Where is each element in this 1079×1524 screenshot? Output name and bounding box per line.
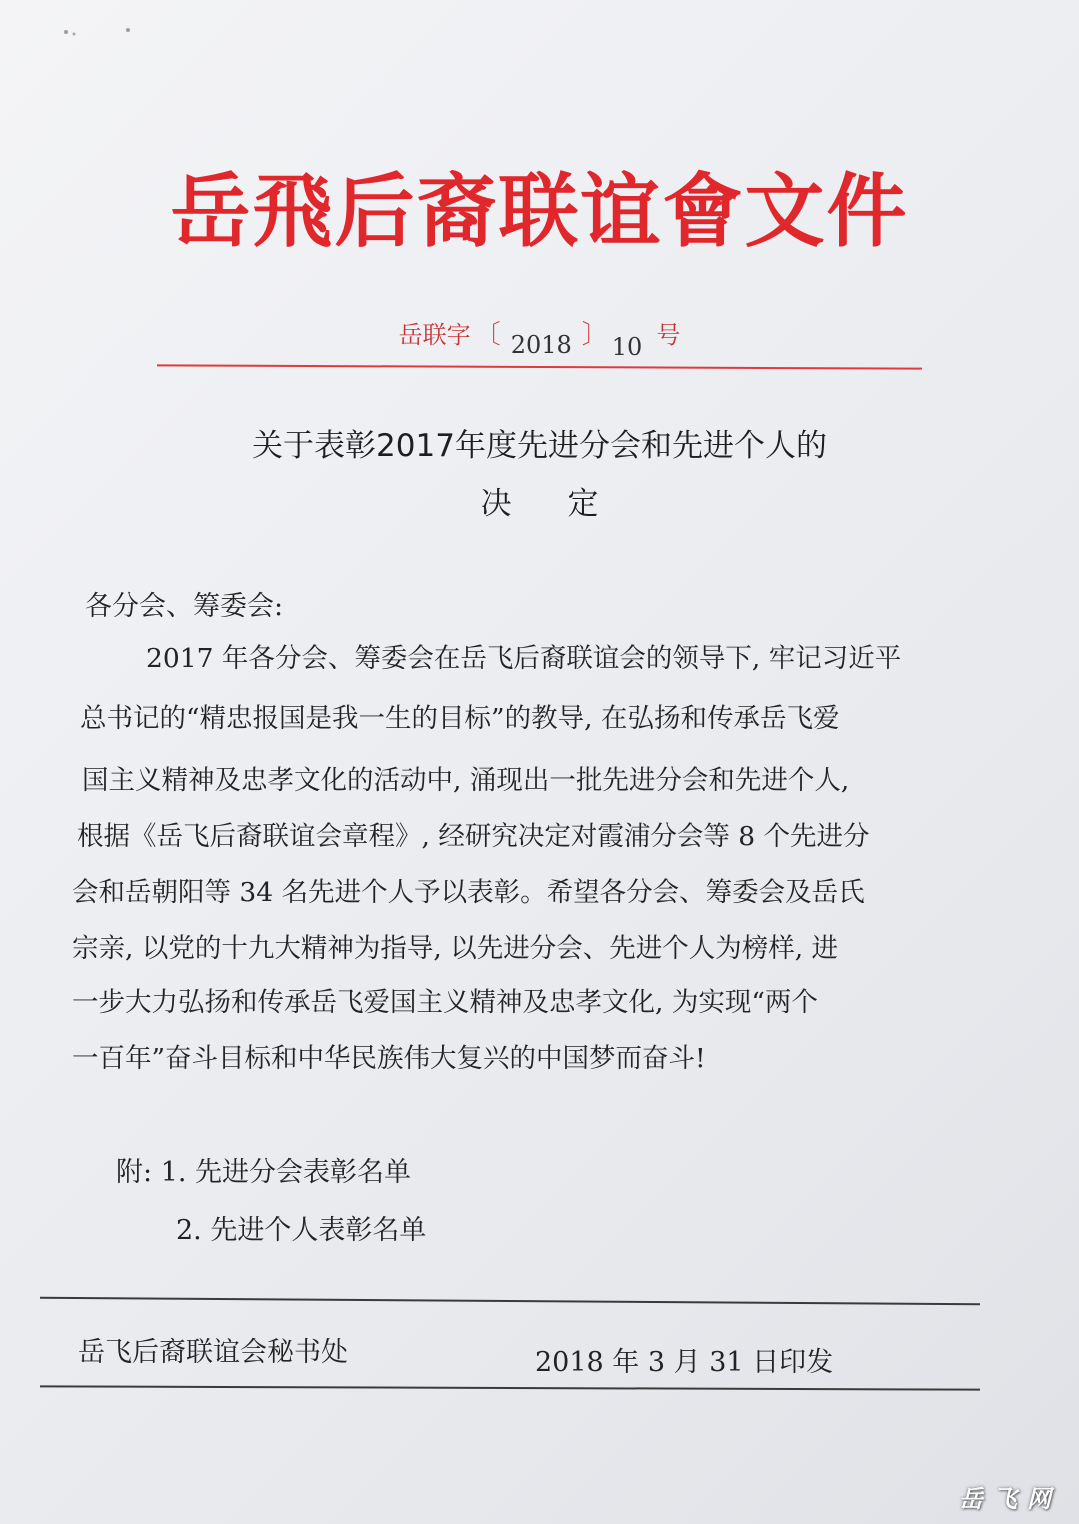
doc-number-suffix: 号 [656, 321, 681, 349]
attachment-text: 1. 先进分会表彰名单 [160, 1157, 412, 1188]
document-title-line2: 决定 [480, 486, 655, 522]
body-line: 国主义精神及忠孝文化的活动中, 涌现出一批先进分会和先进个人, [82, 765, 850, 796]
attachment-item-1 [116, 1150, 411, 1189]
body-line: 总书记的“精忠报国是我一生的目标”的教导, 在弘扬和传承岳飞爱 [80, 703, 840, 734]
attachment-label: 附: [116, 1157, 153, 1188]
footer-bottom-rule [40, 1385, 980, 1390]
masthead-divider [157, 364, 922, 369]
doc-number-close-bracket: 〕 [581, 320, 608, 350]
footer-date: 2018 年 3 月 31 日印发 [535, 1347, 834, 1378]
document-title-line1: 关于表彰2017年度先进分会和先进个人的 [252, 428, 827, 464]
body-line: 宗亲, 以党的十九大精神为指导, 以先进分会、先进个人为榜样, 进 [72, 933, 839, 964]
body-line: 会和岳朝阳等 34 名先进个人予以表彰。希望各分会、筹委会及岳氏 [72, 877, 865, 908]
doc-number-open-bracket: 〔 [474, 320, 501, 350]
document-masthead: 岳飛后裔联谊會文件 [170, 165, 909, 258]
body-line: 一步大力弘扬和传承岳飞爱国主义精神及忠孝文化, 为实现“两个 [72, 987, 818, 1018]
body-line: 2017 年各分会、筹委会在岳飞后裔联谊会的领导下, 牢记习近平 [146, 643, 902, 674]
document-number [0, 314, 1079, 361]
staple-marks [60, 22, 140, 42]
salutation: 各分会、筹委会: [85, 591, 284, 622]
doc-number-year: 2018 [510, 331, 572, 359]
doc-number-prefix: 岳联字 [398, 321, 471, 349]
footer-top-rule [40, 1297, 980, 1305]
body-line: 根据《岳飞后裔联谊会章程》, 经研究决定对霞浦分会等 8 个先进分 [77, 821, 870, 852]
doc-number-value: 10 [611, 333, 643, 361]
body-line: 一百年”奋斗目标和中华民族伟大复兴的中国梦而奋斗! [72, 1043, 706, 1074]
footer-issuer: 岳飞后裔联谊会秘书处 [78, 1337, 348, 1368]
attachment-item-2: 2. 先进个人表彰名单 [176, 1215, 427, 1246]
site-watermark: 岳飞网 [959, 1485, 1061, 1513]
